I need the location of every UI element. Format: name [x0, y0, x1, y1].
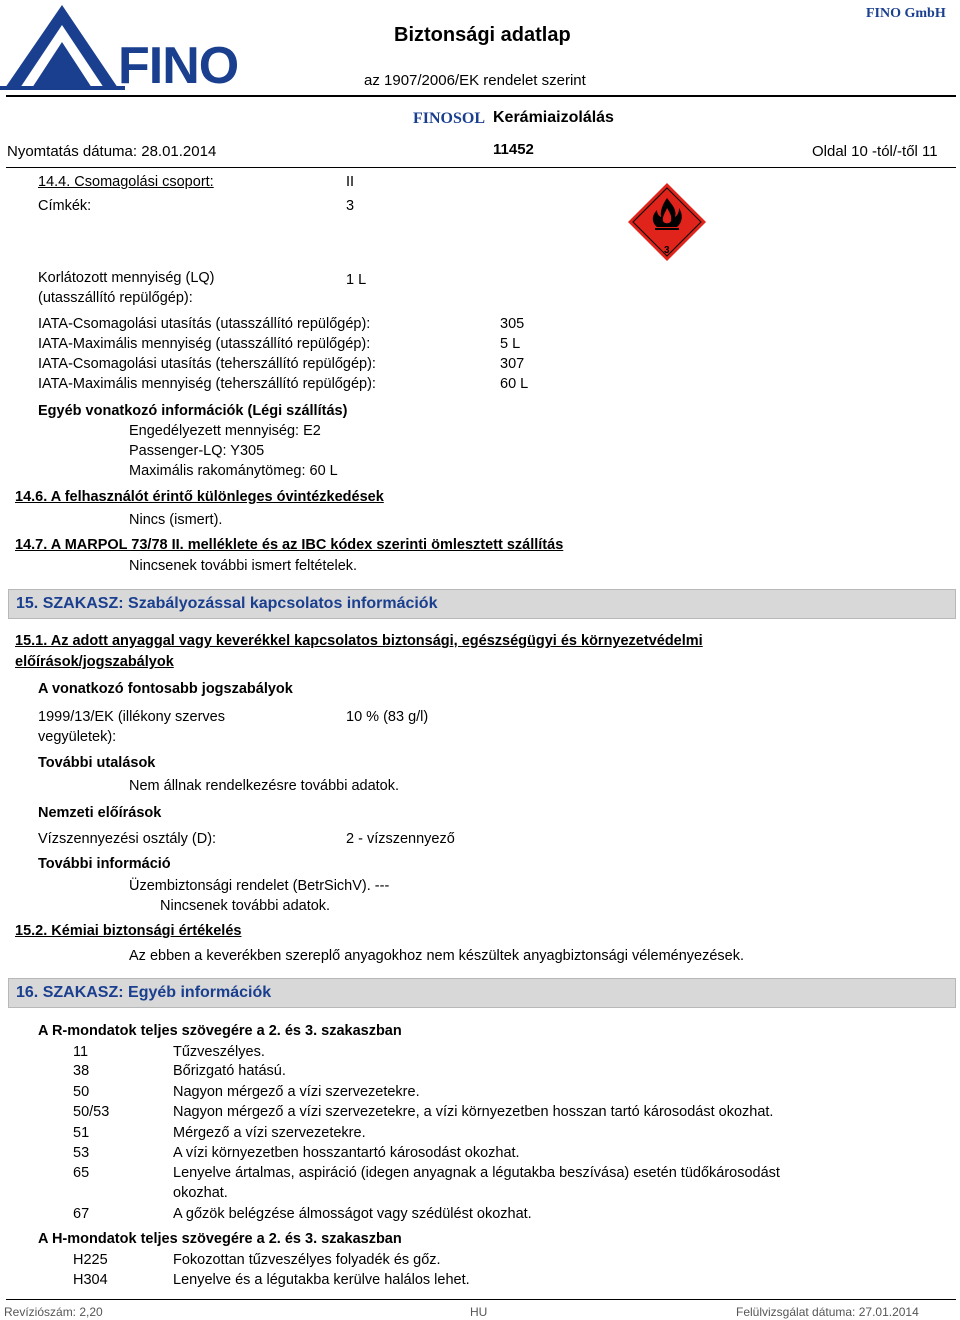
section-16-bar — [8, 978, 956, 1008]
r-phrase-text: Bőrizgató hatású. — [173, 1063, 286, 1079]
iata-value: 305 — [500, 316, 525, 332]
further-notes-heading: További utalások — [38, 755, 156, 771]
r-phrase-code: 51 — [73, 1125, 90, 1141]
voc-label-line1: 1999/13/EK (illékony szerves — [38, 709, 225, 725]
iata-label: IATA-Maximális mennyiség (teherszállító repülőgép): — [38, 376, 376, 392]
section-15-2-text: Az ebben a keverékben szereplő anyagokhoz nem készültek anyagbiztonsági véleményezések. — [129, 948, 745, 964]
r-phrase-text: Lenyelve ártalmas, aspiráció (idegen anyagnak a légutakba beszívása) esetén tüdőkárosodást — [173, 1165, 780, 1181]
section-14-7-text: Nincsenek további ismert feltételek. — [129, 558, 358, 574]
voc-label-line2: vegyületek): — [38, 729, 117, 745]
print-date: Nyomtatás dátuma: 28.01.2014 — [7, 143, 217, 160]
lq-value: 1 L — [346, 272, 367, 288]
lq-label-line2: (utasszállító repülőgép): — [38, 290, 193, 306]
section-15-bar — [8, 589, 956, 619]
section-15-1-heading-line2: előírások/jogszabályok — [15, 654, 174, 670]
r-phrase-text: Tűzveszélyes. — [173, 1044, 265, 1060]
h-phrase-text: Lenyelve és a légutakba kerülve halálos lehet. — [173, 1272, 470, 1288]
document-title: Biztonsági adatlap — [394, 24, 571, 46]
further-info-line1: Üzembiztonsági rendelet (BetrSichV). --- — [129, 878, 390, 894]
section-14-7-heading: 14.7. A MARPOL 73/78 II. melléklete és az IBC kódex szerinti ömlesztett szállítás — [15, 537, 564, 553]
section-15-2-heading: 15.2. Kémiai biztonsági értékelés — [15, 923, 242, 939]
other-air-line: Maximális rakománytömeg: 60 L — [129, 463, 338, 479]
iata-label: IATA-Maximális mennyiség (utasszállító repülőgép): — [38, 336, 371, 352]
review-date: Felülvizsgálat dátuma: 27.01.2014 — [736, 1305, 919, 1319]
other-air-heading: Egyéb vonatkozó információk (Légi szállítás) — [38, 403, 348, 419]
h-phrase-code: H304 — [73, 1272, 108, 1288]
company-name: FINO GmbH — [866, 6, 946, 21]
header-divider — [6, 95, 956, 97]
document-subtitle: az 1907/2006/EK rendelet szerint — [364, 72, 586, 89]
r-phrase-code: 11 — [73, 1044, 89, 1060]
labels-label: Címkék: — [38, 198, 92, 214]
h-phrase-code: H225 — [73, 1252, 108, 1268]
r-phrase-code: 65 — [73, 1165, 90, 1181]
iata-value: 307 — [500, 356, 525, 372]
further-info-heading: További információ — [38, 856, 171, 872]
revision-number: Revíziószám: 2,20 — [4, 1305, 103, 1319]
language-code: HU — [470, 1305, 488, 1319]
r-phrase-text: A gőzök belégzése álmosságot vagy szédülést okozhat. — [173, 1206, 532, 1222]
r-phrases-heading: A R-mondatok teljes szövegére a 2. és 3. szakaszban — [38, 1023, 402, 1039]
r-phrase-text: A vízi környezetben hosszantartó károsodást okozhat. — [173, 1145, 520, 1161]
r-phrase-text: Nagyon mérgező a vízi szervezetekre. — [173, 1084, 420, 1100]
labels-value: 3 — [346, 198, 355, 214]
product-brand: FINOSOL — [413, 110, 486, 127]
lq-label-line1: Korlátozott mennyiség (LQ) — [38, 270, 215, 286]
regulations-heading: A vonatkozó fontosabb jogszabályok — [38, 681, 293, 697]
r-phrase-code: 67 — [73, 1206, 90, 1222]
h-phrase-text: Fokozottan tűzveszélyes folyadék és gőz. — [173, 1252, 441, 1268]
iata-label: IATA-Csomagolási utasítás (utasszállító repülőgép): — [38, 316, 371, 332]
further-info-line2: Nincsenek további adatok. — [160, 898, 331, 914]
section-14-6-heading: 14.6. A felhasználót érintő különleges óvintézkedések — [15, 489, 384, 505]
water-hazard-value: 2 - vízszennyező — [346, 831, 455, 847]
flammable-hazard-diamond — [627, 182, 707, 262]
r-phrase-code: 50/53 — [73, 1104, 110, 1120]
iata-value: 60 L — [500, 376, 529, 392]
product-code: 11452 — [493, 141, 534, 158]
other-air-line: Passenger-LQ: Y305 — [129, 443, 265, 459]
water-hazard-label: Vízszennyezési osztály (D): — [38, 831, 217, 847]
r-phrase-text: Nagyon mérgező a vízi szervezetekre, a vízi környezetben hosszan tartó károsodást okozhat. — [173, 1104, 774, 1120]
product-name: Kerámiaizolálás — [493, 109, 614, 126]
r-phrase-code: 50 — [73, 1084, 90, 1100]
r-phrase-code: 38 — [73, 1063, 90, 1079]
voc-value: 10 % (83 g/l) — [346, 709, 429, 725]
section-15-1-heading-line1: 15.1. Az adott anyaggal vagy keverékkel kapcsolatos biztonsági, egészségügyi és környezetvédelmi — [15, 633, 703, 649]
section-14-6-text: Nincs (ismert). — [129, 512, 223, 528]
other-air-line: Engedélyezett mennyiség: E2 — [129, 423, 321, 439]
national-regulations-heading: Nemzeti előírások — [38, 805, 162, 821]
hazard-class-number: 3 — [664, 245, 670, 256]
page-number: Oldal 10 -tól/-től 11 — [812, 143, 938, 160]
further-notes-text: Nem állnak rendelkezésre további adatok. — [129, 778, 400, 794]
section-15-title: 15. SZAKASZ: Szabályozással kapcsolatos információk — [16, 595, 438, 612]
iata-value: 5 L — [500, 336, 521, 352]
fino-logo — [0, 0, 239, 95]
packing-group-label: 14.4. Csomagolási csoport: — [38, 174, 214, 190]
section-16-title: 16. SZAKASZ: Egyéb információk — [16, 984, 272, 1001]
r-phrase-text-continued: okozhat. — [173, 1185, 228, 1201]
iata-label: IATA-Csomagolási utasítás (teherszállító repülőgép): — [38, 356, 376, 372]
fino-logo-text: FINO — [118, 37, 239, 95]
h-phrases-heading: A H-mondatok teljes szövegére a 2. és 3. szakaszban — [38, 1231, 402, 1247]
packing-group-value: II — [346, 174, 355, 190]
r-phrase-text: Mérgező a vízi szervezetekre. — [173, 1125, 366, 1141]
header-bottom-divider — [6, 167, 956, 168]
footer-divider — [6, 1299, 956, 1300]
r-phrase-code: 53 — [73, 1145, 90, 1161]
